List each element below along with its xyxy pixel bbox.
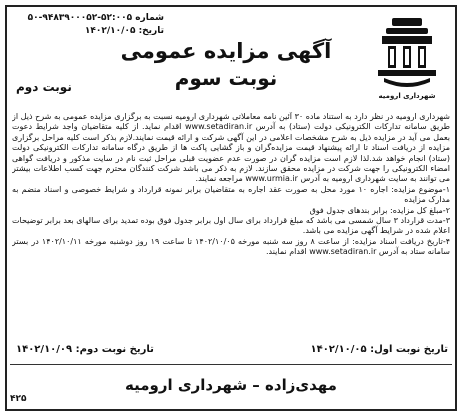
reference-number: شماره ۵۲:۰۰۵-۹۴۸۳۹۰۰۰۵۲-۵۰ xyxy=(27,13,164,23)
page-number: ۴۲۵ xyxy=(10,394,27,404)
item-document-dates: ۴-تاریخ دریافت اسناد مزایده: از ساعت ۸ روز سه شنبه مورخه ۱۴۰۲/۱۰/۰۵ تا ساعت ۱۹ روز دوشنبه مورخه ۱۴۰۲/۱۰/۱۱ در بستر سامانه ستاد به آدرس www.setadiran.ir اقدام نمایند. xyxy=(12,236,450,257)
urmia-municipality-logo-icon xyxy=(368,12,446,92)
second-round-date: تاریخ نوبت دوم: ۱۴۰۲/۱۰/۰۹ xyxy=(16,344,154,355)
item-total-amount: ۲-مبلغ کل مزایده: برابر بندهای جدول فوق xyxy=(309,205,450,215)
ad-round-title: نوبت سوم xyxy=(174,66,278,90)
reference-date: تاریخ: ۱۴۰۲/۱۰/۰۵ xyxy=(84,26,164,36)
ad-header xyxy=(8,8,454,112)
ad-body xyxy=(12,112,450,342)
first-round-date: تاریخ نوبت اول: ۱۴۰۲/۱۰/۰۵ xyxy=(310,344,448,355)
item-contract-term: ۳-مدت قرارداد ۳ سال شمسی می باشد که مبلغ قرارداد برای سال اول برابر جدول فوق بوده تمدید برای سالهای بعد برابر توضیحات اعلام شده در شرایط آگهی مزایده می باشد. xyxy=(12,216,450,236)
signature: مهدی‌زاده – شهرداری ارومیه xyxy=(125,376,337,394)
publication-dates xyxy=(10,344,452,362)
intro-paragraph: شهرداری ارومیه در نظر دارد به استناد ماده ۳۰ آئین نامه معاملاتی شهرداری ارومیه نسبت به برگزاری مزایده عمومی به شرح ذیل از طریق سامانه تدارکات الکترونیکی دولت (ستاد) به آدرس www.setadiran.ir اقدام نماید. از کلیه متقاضیان واجد شرایط دعوت بعمل می آید در مزایده ذیل به شرح مشخصات اعلامی در این آگهی شرکت و ارائه قیمت نمایند.لازم بذکر است کلیه مراحل برگزاری مزایده از دریافت اسناد تا ارائه پیشنهاد قیمت مزایده‌گران و باز گشایی پاکت ها از طریق درگاه سامانه تدارکات الکترونیکی دولت (ستاد) انجام خواهد شد.لذا لازم است مزایده گران در صورت عدم عضویت قبلی مراحل ثبت نام در سایت مذکور و دریافت گواهی امضاء الکترونیکی را جهت شرکت در مزایده محقق سازند. لازم به ذکر می باشد شرکت کنندگان محترم جهت کسب اطلاعات بیشتر می توانند به سایت شهرداری ارومیه به آدرس www.urmia.ir مراجعه نمایند. xyxy=(12,112,450,184)
reference-info xyxy=(14,12,164,38)
footer-divider xyxy=(10,364,452,365)
logo-caption: شهرداری ارومیه xyxy=(378,92,436,100)
item-subject: ۱-موضوع مزایده: اجاره ۱۰ مورد محل به صورت عقد اجاره به متقاضیان برابر نمونه قرارداد و شرایط خصوصی و اسناد منضم به مدارک مزایده xyxy=(12,184,450,205)
round-label: نوبت دوم xyxy=(16,80,72,94)
ad-title: آگهی مزایده عمومی xyxy=(120,39,332,63)
